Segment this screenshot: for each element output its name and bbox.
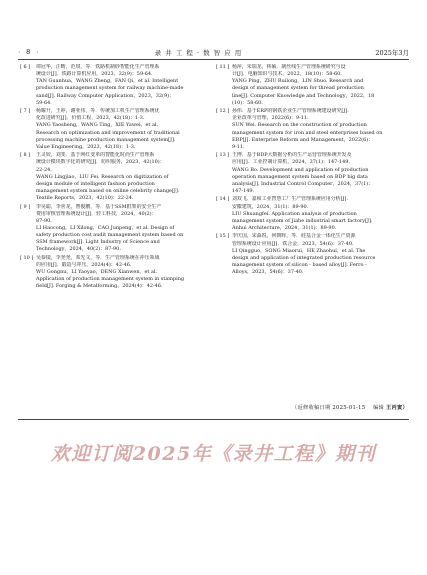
reference-line: LIU Shuangfei. Application analysis of production	[232, 210, 357, 217]
reference-line: 安徽建筑，2024，31(1)：89-90.	[232, 203, 309, 210]
reference-number: [ 11 ]	[216, 64, 230, 70]
subscription-banner	[0, 432, 427, 472]
reference-line: (10)：58-60.	[232, 99, 263, 106]
reference-number: [ 9 ]	[20, 203, 31, 210]
reference-entry	[20, 204, 210, 254]
received-label: （返修收稿日期	[292, 405, 331, 411]
reference-entry	[20, 64, 210, 107]
reference-line: 的应用[J]．锻造与冲压，2024(4)：42-46.	[36, 261, 132, 268]
reference-line: 化改进研究[J]．价值工程，2023，42(18)：1-3.	[36, 115, 145, 122]
header-rule	[18, 59, 409, 60]
editor-name: 王丙寅）	[386, 405, 408, 411]
reference-line: management system of Jiahe industrial smart factory[J].	[232, 217, 373, 224]
received-date-note	[216, 404, 408, 411]
reference-line: design of management system for thread production	[232, 85, 364, 92]
issue-date: 2025年3月	[375, 48, 409, 57]
reference-line: management system of silicon - based alloy[J]. Ferro -	[232, 261, 367, 268]
reference-line: design module of intelligent fashion production	[36, 180, 155, 187]
reference-line: sand[J]. Railway Computer Application，2023，32(9)：	[36, 92, 174, 99]
reference-entry	[216, 64, 408, 107]
page-header	[18, 46, 409, 58]
reference-line: Research on optimization and improvement of traditional	[36, 129, 180, 136]
reference-number: [ 10 ]	[20, 254, 34, 261]
reference-entry	[20, 255, 210, 291]
reference-number: [ 13 ]	[216, 152, 230, 159]
reference-line: 管理系统设计应用[J]．铁合金，2023，54(6)：37-40.	[232, 240, 354, 247]
reference-line: 22-24.	[36, 166, 52, 173]
reference-line: 王博．基于BDP大数据分析的生产运营管理系统开发及	[232, 152, 352, 159]
reference-line: 87-90.	[36, 217, 52, 224]
reference-line: 统设计[J]．铁路计算机应用，2023，32(9)：59-64.	[36, 71, 153, 78]
reference-line: Alloys，2023，54(6)：37-40.	[232, 269, 304, 276]
reference-line: 9-11.	[232, 143, 245, 150]
reference-line: ERP[J]. Enterprise Reform and Management，2022(6)：	[232, 136, 374, 143]
reference-line: 企业改革与管理，2022(6)：9-11.	[232, 115, 309, 122]
references-right-column	[216, 64, 408, 277]
journal-title: 录 井 工 程 · 数 智 应 用	[154, 48, 243, 57]
reference-line: 谭冠华，汪畴，范琪，等．铁路机制砂智能化生产管理系	[36, 64, 160, 70]
reference-number: [ 7 ]	[20, 108, 31, 115]
reference-line: 刘双飞．嘉和工业智慧工厂生产管理系统应用分析[J].	[232, 196, 349, 203]
reference-line: 王灵姣，刘斐．基于网红变革的智能化时尚生产管理系	[36, 152, 155, 159]
reference-line: SSM framework[J]. Light Industry of Science and	[36, 239, 160, 246]
reference-entry	[216, 152, 408, 195]
reference-line: design and application of integrated production resource	[232, 254, 376, 261]
reference-line: TAN Guanhua，WANG Zheng，FAN Qi，et al. Intelligent	[36, 78, 179, 85]
reference-line: Application of production management system in stamping	[36, 276, 185, 283]
reference-line: YANG Yaosheng，WANG Ting，XIE Yawei，et al.	[36, 122, 159, 129]
reference-line: safety production cost audit management system based on	[36, 232, 184, 239]
reference-entry	[216, 233, 408, 276]
reference-entry	[216, 108, 408, 151]
reference-line: LI Qingguo，SONG Miaorui，HE Zhaohui，et al. The	[232, 247, 366, 254]
reference-line: analysis[J]. Industrial Control Computer，2024，37(1)：	[232, 180, 374, 187]
reference-line: YANG Ping，ZHU Ruilong，LIN Shuo. Research and	[232, 78, 364, 85]
reference-line: management system based on online celebrity change[J].	[36, 188, 180, 195]
reference-line: operation management system based on BDP big data	[232, 173, 368, 180]
reference-line: Anhui Architecture，2024，31(1)：89-90.	[232, 225, 337, 231]
reference-entry	[20, 152, 210, 202]
reference-number: [ 15 ]	[216, 233, 230, 240]
reference-line: 计[J]．电脑知识与技术，2022，18(10)：58-60.	[232, 71, 342, 78]
reference-line: 杨耀升，王婷，谢亚伟，等．传统加工机生产管理系统优	[36, 108, 160, 115]
received-date: 2025-01-15	[332, 405, 366, 411]
reference-line: field[J]. Forging & Metalforming，2024(4)：42-46.	[36, 283, 163, 290]
reference-line: Technology，2024，40(2)：87-90.	[36, 246, 121, 253]
reference-line: WANG Lingjiao，LIU Fei. Research on digitization of	[36, 173, 169, 180]
reference-line: 孙伟．基于ERP的钢铁企业生产管理系统建设研究[J].	[232, 108, 349, 115]
reference-number: [ 14 ]	[216, 196, 230, 203]
reference-line: line[J]. Computer Knowledge and Technology，2022，18	[232, 92, 375, 99]
reference-line: WU Gongnu，LI Yaoyao，DENG Xianwen，et al.	[36, 269, 158, 276]
reference-line: SUN Wei. Research on the construction of production	[232, 122, 367, 129]
reference-line: 统设计模块数字化的研究[J]．纺织服务，2023，42(10)：	[36, 159, 165, 166]
reference-line: Value Engineering，2023，42(18)：1-3.	[36, 143, 136, 150]
reference-line: management system for iron and steel enterprises based on	[232, 129, 383, 136]
reference-entry	[216, 196, 408, 232]
banner-text: 欢迎订阅2025年《录井工程》期刊	[50, 442, 377, 465]
page-number: · 8 ·	[18, 48, 41, 56]
reference-line: Textile Reports，2023，42(10)：22-24.	[36, 195, 134, 202]
reference-line: 杨萍，朱瑞龙，林硕．制丝线生产管理系统研究与设	[232, 64, 346, 70]
reference-line: 59-64.	[36, 99, 52, 106]
reference-line: 应用[J]．工业控制计算机，2024，37(1)：147-149.	[232, 159, 350, 166]
reference-line: 费用审核管理系统设计[J]．轻工科技，2024，40(2)：	[36, 210, 157, 217]
reference-number: [ 12 ]	[216, 108, 230, 115]
section-divider	[18, 419, 409, 420]
reference-number: [ 6 ]	[20, 64, 31, 70]
reference-number: [ 8 ]	[20, 152, 31, 159]
reference-line: LI Haocong，LI Xilong，CAO Junpeng，et al. Design of	[36, 225, 175, 231]
reference-line: 李庆国，宋淼锐，何朝晖，等．硅基合金一体化生产资源	[232, 233, 356, 240]
reference-line: WANG Bo. Development and application of production	[232, 166, 369, 173]
reference-line: production management system for railway machine-made	[36, 85, 184, 92]
reference-line: 吴恭镜，李尧尧，邓先文，等．生产管理系统在冲压领域	[36, 254, 160, 261]
reference-entry	[20, 108, 210, 151]
references-left-column	[20, 64, 210, 292]
reference-line: processing machine production management system[J].	[36, 136, 176, 143]
reference-line: 147-149.	[232, 188, 255, 195]
reference-line: 李昊聪，李喜龙，曹俊鹏，等．基于SSM框架的安全生产	[36, 203, 162, 210]
editor-label: 编辑	[373, 405, 385, 411]
